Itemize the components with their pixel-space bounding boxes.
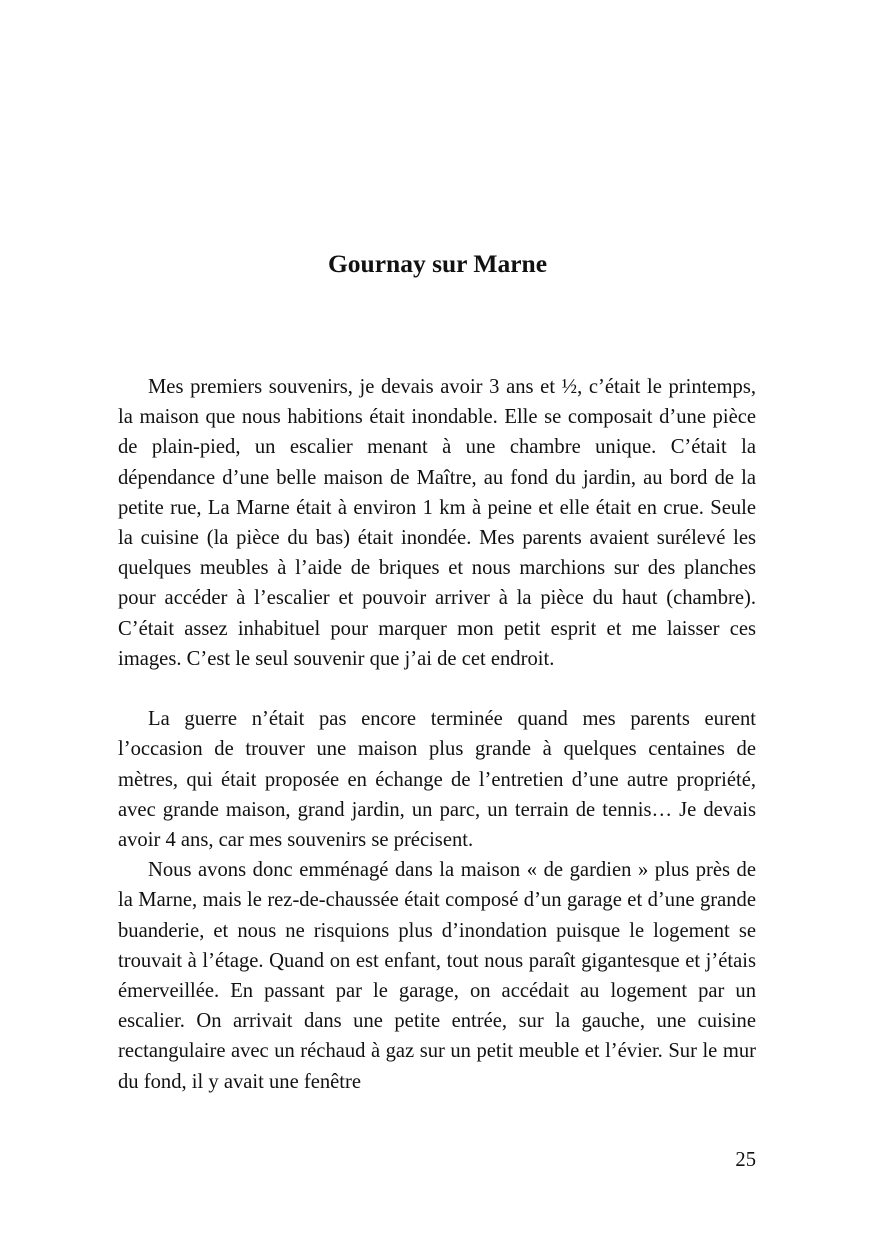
paragraph-3: Nous avons donc emménagé dans la maison « de gardien » plus près de la Marne, mais le rez-de-chaussée était composé d’un garage et d’une grande buanderie, et nous ne risquions plus d’inondation puisque le logement se trouvait à l’étage. Quand on est enfant, tout nous paraît gigantesque et j’étais émerveillée. En passant par le garage, on accédait au logement par un escalier. On arrivait dans une petite entrée, sur la gauche, une cuisine rectangulaire avec un réchaud à gaz sur un petit meuble et l’évier. Sur le mur du fond, il y avait une fenêtre — [118, 859, 756, 1093]
body-text — [118, 372, 756, 1097]
paragraph-1: Mes premiers souvenirs, je devais avoir 3 ans et ½, c’était le printemps, la maison que nous habitions était inondable. Elle se composait d’une pièce de plain-pied, un escalier menant à une chambre unique. C’était la dépendance d’une belle maison de Maître, au fond du jardin, au bord de la petite rue, La Marne était à environ 1 km à peine et elle était en crue. Seule la cuisine (la pièce du bas) était inondée. Mes parents avaient surélevé les quelques meubles à l’aide de briques et nous marchions sur des planches pour accéder à l’escalier et pouvoir arriver à la pièce du haut (chambre). C’était assez inhabituel pour marquer mon petit esprit et me laisser ces images. C’est le seul souvenir que j’ai de cet endroit. — [118, 376, 756, 670]
paragraph-2: La guerre n’était pas encore terminée quand mes parents eurent l’occasion de trouver une maison plus grande à quelques centaines de mètres, qui était proposée en échange de l’entretien d’une autre propriété, avec grande maison, grand jardin, un parc, un terrain de tennis… Je devais avoir 4 ans, car mes souvenirs se précisent. — [118, 708, 756, 852]
page-number: 25 — [735, 1149, 756, 1171]
page-title: Gournay sur Marne — [327, 249, 548, 278]
